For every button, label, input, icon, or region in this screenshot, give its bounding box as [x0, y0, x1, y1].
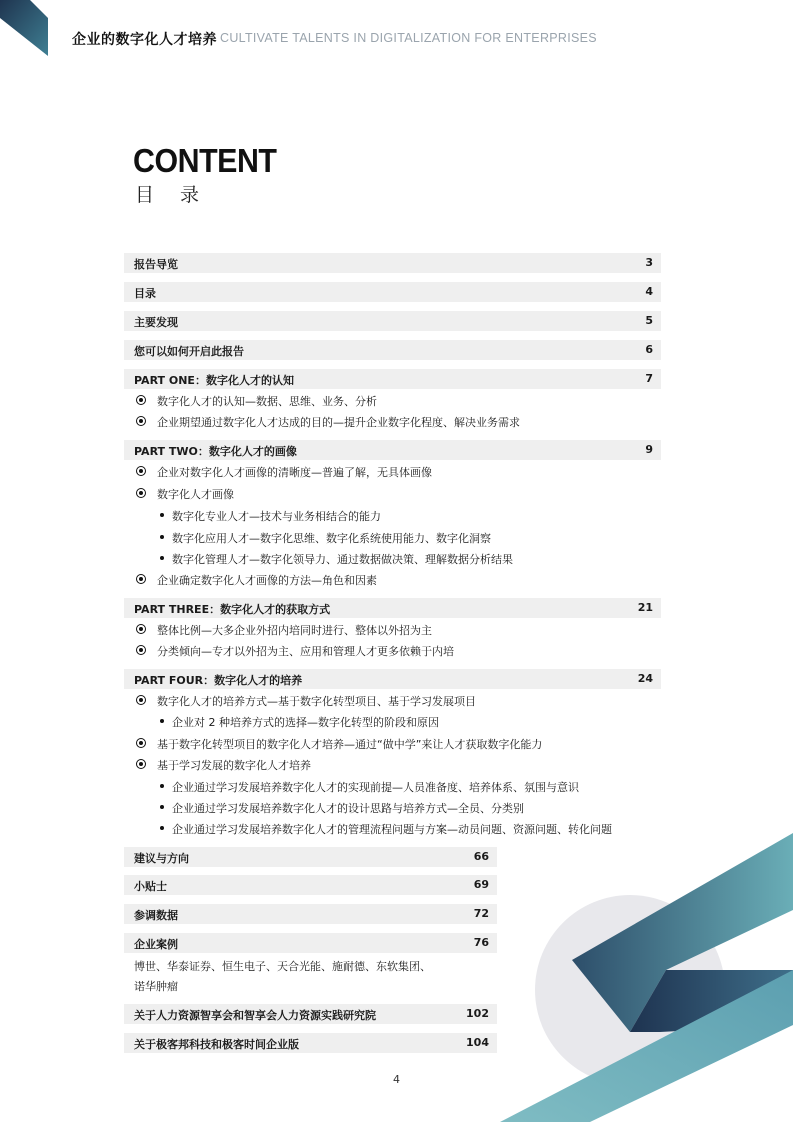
toc-entry-label: 报告导览 [134, 258, 178, 271]
toc-entry-label: 关于人力资源智享会和智享会人力资源实践研究院 [134, 1009, 376, 1022]
toc-section-part-three[interactable] [124, 598, 661, 618]
toc-sub-label: 数字化应用人才—数字化思维、数字化系统使用能力、数字化洞察 [172, 532, 491, 545]
toc-sub-item[interactable] [124, 776, 661, 796]
dot-bullet-icon [160, 784, 164, 788]
toc-entry-page: 24 [637, 672, 653, 685]
toc-bullet-item[interactable] [124, 733, 661, 753]
toc-entry-page: 7 [645, 372, 653, 385]
toc-entry-page: 4 [645, 285, 653, 298]
header-title-en: CULTIVATE TALENTS IN DIGITALIZATION FOR ENTERPRISES [220, 31, 597, 45]
toc-entry-page: 6 [645, 343, 653, 356]
toc-bullet-label: 企业期望通过数字化人才达成的目的—提升企业数字化程度、解决业务需求 [157, 416, 520, 429]
toc-sub-label: 企业通过学习发展培养数字化人才的实现前提—人员准备度、培养体系、氛围与意识 [172, 781, 579, 794]
toc-sub-label: 企业通过学习发展培养数字化人才的设计思路与培养方式—全员、分类别 [172, 802, 524, 815]
toc-sub-label: 数字化管理人才—数字化领导力、通过数据做决策、理解数据分析结果 [172, 553, 513, 566]
toc-entry-label: PART TWO：数字化人才的画像 [134, 445, 297, 458]
toc-section-part-one[interactable] [124, 369, 661, 389]
radio-bullet-icon [136, 395, 146, 405]
toc-entry-page: 21 [637, 601, 653, 614]
toc-sub-label: 数字化专业人才—技术与业务相结合的能力 [172, 510, 381, 523]
toc-bullet-label: 企业确定数字化人才画像的方法—角色和因素 [157, 574, 377, 587]
toc-sub-item[interactable] [124, 711, 661, 731]
page-subtitle: 目 录 [135, 184, 210, 206]
toc-entry[interactable] [124, 340, 661, 360]
toc-sub-label: 企业对 2 种培养方式的选择—数字化转型的阶段和原因 [172, 716, 439, 729]
toc-bullet-label: 企业对数字化人才画像的清晰度—普遍了解，无具体画像 [157, 466, 432, 479]
toc-entry-label: 您可以如何开启此报告 [134, 345, 244, 358]
toc-sub-label: 企业通过学习发展培养数字化人才的管理流程问题与方案—动员问题、资源问题、转化问题 [172, 823, 612, 836]
toc-bullet-label: 数字化人才的认知—数据、思维、业务、分析 [157, 395, 377, 408]
toc-bullet-item[interactable] [124, 390, 661, 410]
radio-bullet-icon [136, 624, 146, 634]
toc-entry-label: PART ONE：数字化人才的认知 [134, 374, 294, 387]
toc-entry-page: 102 [466, 1007, 489, 1020]
radio-bullet-icon [136, 574, 146, 584]
dot-bullet-icon [160, 513, 164, 517]
radio-bullet-icon [136, 738, 146, 748]
dot-bullet-icon [160, 719, 164, 723]
toc-bullet-item[interactable] [124, 569, 661, 589]
page-number: 4 [393, 1073, 400, 1086]
radio-bullet-icon [136, 488, 146, 498]
toc-entry-label: 主要发现 [134, 316, 178, 329]
toc-sub-item[interactable] [124, 527, 661, 547]
toc-bullet-label: 分类倾向—专才以外招为主、应用和管理人才更多依赖于内培 [157, 645, 454, 658]
toc-bullet-label: 数字化人才画像 [157, 488, 234, 501]
corner-decoration [0, 0, 48, 56]
toc-case-names: 博世、华泰证券、恒生电子、天合光能、施耐德、东软集团、 [134, 960, 431, 973]
toc-bullet-item[interactable] [124, 483, 661, 503]
toc-entry[interactable] [124, 282, 661, 302]
toc-bullet-label: 基于数字化转型项目的数字化人才培养—通过“做中学”来让人才获取数字化能力 [157, 738, 543, 751]
radio-bullet-icon [136, 416, 146, 426]
dot-bullet-icon [160, 805, 164, 809]
page-title: CONTENT [133, 142, 277, 179]
toc-entry[interactable] [124, 311, 661, 331]
toc-sub-item[interactable] [124, 505, 661, 525]
toc-entry-page: 72 [473, 907, 489, 920]
toc-entry[interactable] [124, 253, 661, 273]
toc-bullet-item[interactable] [124, 754, 661, 774]
toc-entry-page: 3 [645, 256, 653, 269]
toc-section-part-two[interactable] [124, 440, 661, 460]
toc-entry-label: 小贴士 [134, 880, 167, 893]
toc-entry-page: 69 [473, 878, 489, 891]
radio-bullet-icon [136, 466, 146, 476]
toc-bullet-label: 数字化人才的培养方式—基于数字化转型项目、基于学习发展项目 [157, 695, 476, 708]
toc-bullet-item[interactable] [124, 640, 661, 660]
toc-case-names: 诺华肿瘤 [134, 980, 178, 993]
toc-bullet-label: 整体比例—大多企业外招内培同时进行、整体以外招为主 [157, 624, 432, 637]
toc-entry-label: 建议与方向 [134, 852, 189, 865]
toc-bullet-label: 基于学习发展的数字化人才培养 [157, 759, 311, 772]
radio-bullet-icon [136, 695, 146, 705]
dot-bullet-icon [160, 826, 164, 830]
toc-bullet-item[interactable] [124, 461, 661, 481]
toc-entry-page: 66 [473, 850, 489, 863]
toc-entry-page: 104 [466, 1036, 489, 1049]
dot-bullet-icon [160, 556, 164, 560]
toc-entry-label: 目录 [134, 287, 156, 300]
toc-entry-label: PART FOUR：数字化人才的培养 [134, 674, 303, 687]
toc-entry-label: PART THREE：数字化人才的获取方式 [134, 603, 331, 616]
toc-entry-label: 参调数据 [134, 909, 178, 922]
toc-entry-page: 5 [645, 314, 653, 327]
dot-bullet-icon [160, 535, 164, 539]
toc-section-part-four[interactable] [124, 669, 661, 689]
toc-entry-label: 企业案例 [134, 938, 178, 951]
radio-bullet-icon [136, 645, 146, 655]
toc-sub-item[interactable] [124, 548, 661, 568]
toc-entry-page: 76 [473, 936, 489, 949]
toc-bullet-item[interactable] [124, 411, 661, 431]
toc-bullet-item[interactable] [124, 619, 661, 639]
toc-entry-label: 关于极客邦科技和极客时间企业版 [134, 1038, 299, 1051]
header-title-cn: 企业的数字化人才培养 [72, 32, 217, 48]
radio-bullet-icon [136, 759, 146, 769]
toc-entry-page: 9 [645, 443, 653, 456]
toc-bullet-item[interactable] [124, 690, 661, 710]
